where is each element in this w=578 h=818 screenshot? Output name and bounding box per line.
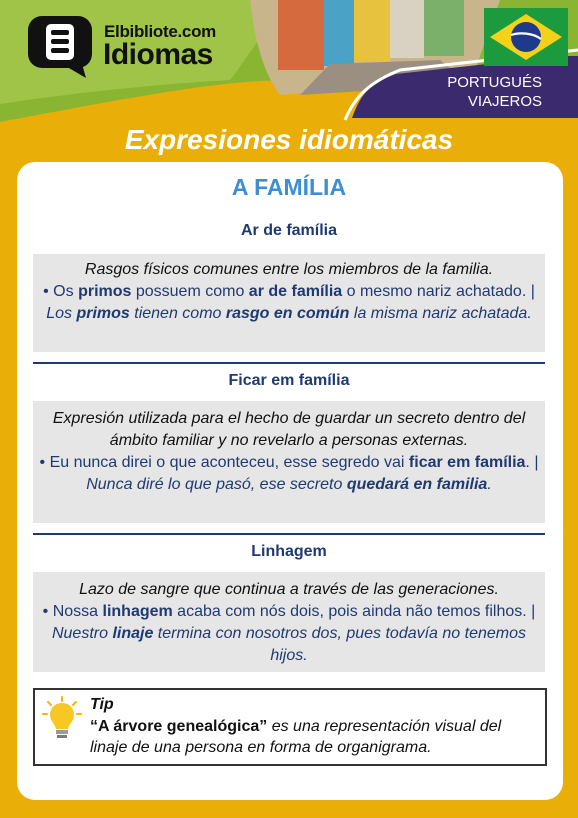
example-es: Los: [46, 305, 77, 322]
example-pt: • Eu nunca direi o que aconteceu, esse segredo vai: [39, 454, 409, 471]
example-pt-highlight: ar de família: [248, 283, 343, 300]
tip-description: es una representación visual del linaje de una persona en forma de organigrama.: [90, 718, 502, 756]
entry-definition: Expresión utilizada para el hecho de guardar un secreto dentro del ámbito familiar y no revelarlo a personas externas.: [52, 410, 526, 449]
divider: [33, 533, 545, 535]
divider: [33, 362, 545, 364]
example-es-highlight: rasgo en común: [225, 305, 350, 322]
example-pt: possuem como: [131, 283, 249, 300]
example-es-highlight: linaje: [112, 625, 154, 642]
entry-term: Ar de família: [240, 222, 338, 239]
logo-icon: [26, 14, 96, 80]
example-pt: acaba com nós dois, pois ainda não temos filhos. |: [172, 603, 536, 620]
example-pt: • Nossa: [42, 603, 103, 620]
example-es: Nunca diré lo que pasó, ese secreto: [86, 476, 347, 493]
example-es: termina con nosotros dos, pues todavía no tenemos hijos.: [153, 625, 527, 664]
entry-definition: Lazo de sangre que continua a través de las generaciones.: [79, 581, 499, 598]
header: [0, 0, 578, 130]
example-pt-highlight: primos: [78, 283, 132, 300]
lightbulb-icon: [42, 696, 82, 742]
badge-audience: VIAJEROS: [467, 93, 542, 110]
entry-term: Ficar em família: [228, 372, 350, 389]
example-es-highlight: quedará en familia: [346, 476, 488, 493]
example-es: tienen como: [129, 305, 226, 322]
example-pt-highlight: ficar em família: [408, 454, 526, 471]
logo-site-name: Elbibliote.com: [104, 22, 216, 41]
example-pt: . |: [525, 454, 539, 471]
entry-example: [36, 281, 542, 325]
example-es: .: [487, 476, 492, 493]
tip-label: Tip: [90, 696, 114, 713]
example-pt: • Os: [43, 283, 79, 300]
logo-brand-name: Idiomas: [103, 38, 213, 71]
entry-example: [36, 452, 542, 496]
example-es: Nuestro: [51, 625, 113, 642]
example-pt: o mesmo nariz achatado. |: [342, 283, 535, 300]
entry-example: [36, 601, 542, 667]
example-es-highlight: primos: [76, 305, 130, 322]
section-title: A FAMÍLIA: [231, 174, 347, 200]
entry-term: Linhagem: [251, 543, 327, 560]
tip-term: “A árvore genealógica”: [90, 718, 268, 735]
example-pt-highlight: linhagem: [102, 603, 173, 620]
page-title: Expresiones idiomáticas: [124, 124, 454, 155]
tip-text: [90, 716, 540, 758]
example-es: la misma nariz achatada.: [349, 305, 532, 322]
entry-definition: Rasgos físicos comunes entre los miembros de la familia.: [84, 261, 494, 278]
badge-language: PORTUGUÉS: [447, 74, 542, 91]
